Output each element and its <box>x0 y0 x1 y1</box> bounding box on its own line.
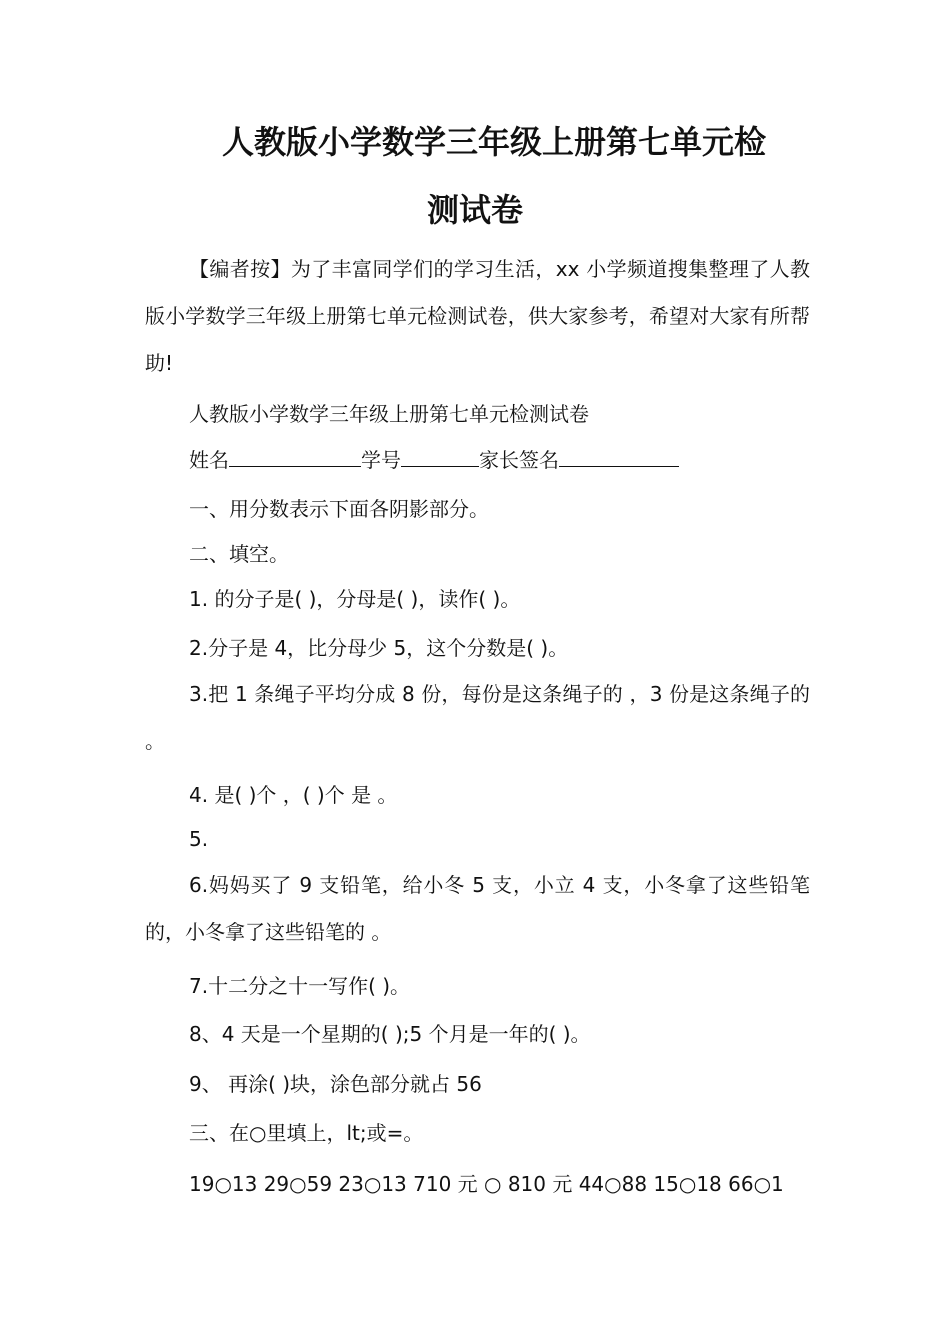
parent-signature-blank[interactable] <box>559 446 679 467</box>
name-blank[interactable] <box>229 446 361 467</box>
student-info-form <box>189 444 854 473</box>
question-5: 5. <box>189 827 209 851</box>
document-subtitle: 人教版小学数学三年级上册第七单元检测试卷 <box>189 402 589 426</box>
question-9: 9、 再涂( )块，涂色部分就占 56 <box>189 1072 482 1096</box>
parent-signature-label: 家长签名 <box>479 448 559 472</box>
student-id-label: 学号 <box>361 448 401 472</box>
question-3: 3.把 1 条绳子平均分成 8 份，每份是这条绳子的 ，3 份是这条绳子的 。 <box>145 682 810 753</box>
question-8: 8、4 天是一个星期的( );5 个月是一年的( )。 <box>189 1022 591 1046</box>
comparison-row: 19○13 29○59 23○13 710 元 ○ 810 元 44○88 15○18 66○1 <box>189 1172 784 1196</box>
question-6: 6.妈妈买了 9 支铅笔，给小冬 5 支，小立 4 支，小冬拿了这些铅笔的，小冬拿了这些铅笔的 。 <box>145 873 810 944</box>
question-4: 4. 是( )个 ，( )个 是 。 <box>189 783 398 807</box>
student-id-blank[interactable] <box>401 446 479 467</box>
question-2: 2.分子是 4，比分母少 5，这个分数是( )。 <box>189 636 569 660</box>
document-title: 人教版小学数学三年级上册第七单元检 <box>222 123 767 161</box>
name-label: 姓名 <box>189 448 229 472</box>
editor-note: 【编者按】为了丰富同学们的学习生活，xx 小学频道搜集整理了人教版小学数学三年级上册第七单元检测试卷，供大家参考，希望对大家有所帮助! <box>145 257 810 375</box>
section-heading-2: 二、填空。 <box>189 542 289 566</box>
question-1: 1. 的分子是( )，分母是( )，读作( )。 <box>189 587 521 611</box>
section-heading-1: 一、用分数表示下面各阴影部分。 <box>189 497 489 521</box>
document-title-continued: 测试卷 <box>426 191 523 229</box>
section-heading-3: 三、在○里填上，lt;或=。 <box>189 1121 424 1145</box>
question-7: 7.十二分之十一写作( )。 <box>189 974 411 998</box>
